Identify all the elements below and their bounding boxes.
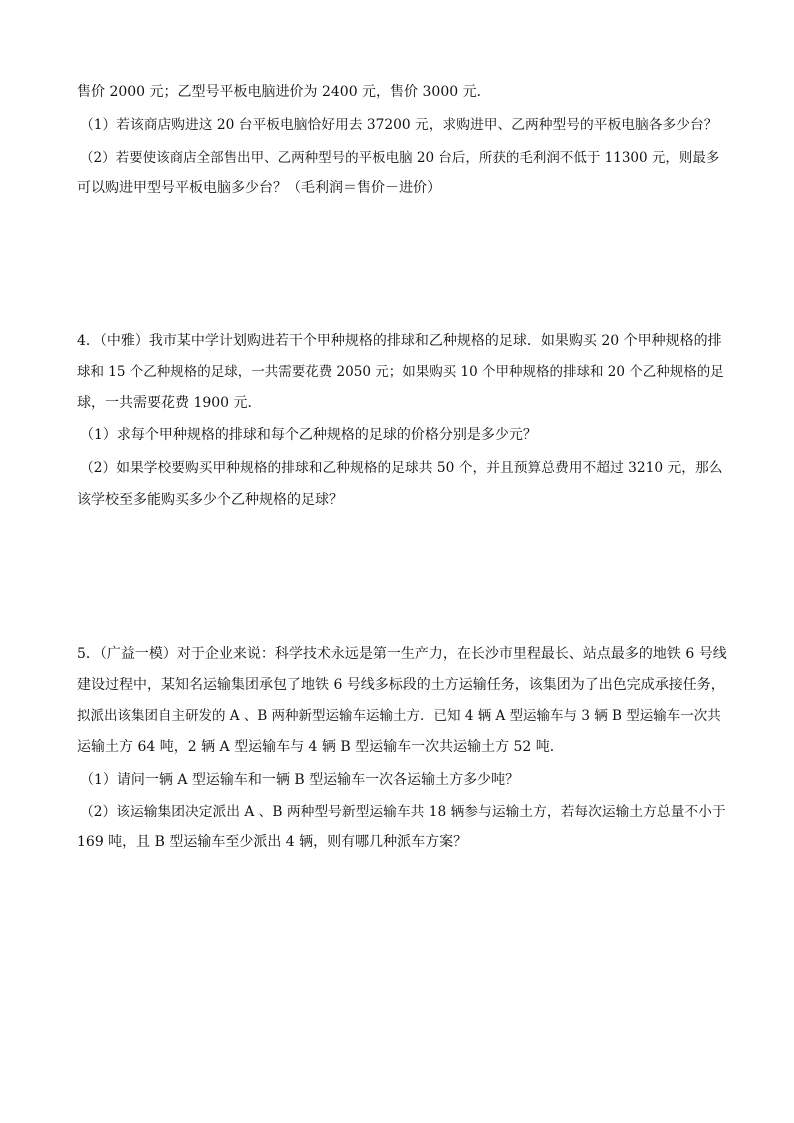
q5-subquestion-2-line-2: 169 吨，且 B 型运输车至少派出 4 辆，则有哪几种派车方案？ — [77, 834, 468, 850]
q5-stem-line-4: 运输土方 64 吨，2 辆 A 型运输车与 4 辆 B 型运输车一次共运输土方 52 吨． — [77, 739, 564, 755]
q3-subquestion-2-line-1: （2）若要使该商店全部售出甲、乙两种型号的平板电脑 20 台后，所获的毛利润不低于 11300 元，则最多 — [80, 150, 720, 166]
q5-stem-line-2: 建设过程中，某知名运输集团承包了地铁 6 号线多标段的土方运输任务，该集团为了出色完成承接任务， — [77, 677, 725, 693]
q4-stem-line-2: 球和 15 个乙种规格的足球，一共需要花费 2050 元；如果购买 10 个甲种规格的排球和 20 个乙种规格的足 — [77, 364, 724, 380]
q5-stem-line-3: 拟派出该集团自主研发的 A 、B 两种新型运输车运输土方．已知 4 辆 A 型运输车与 3 辆 B 型运输车一次共 — [77, 708, 721, 724]
q4-subquestion-1: （1）求每个甲种规格的排球和每个乙种规格的足球的价格分别是多少元？ — [80, 427, 537, 443]
q5-subquestion-1: （1）请问一辆 A 型运输车和一辆 B 型运输车一次各运输土方多少吨？ — [80, 772, 520, 788]
q5-subquestion-2-line-1: （2）该运输集团决定派出 A 、B 两种型号新型运输车共 18 辆参与运输土方，若每次运输土方总量不小于 — [80, 804, 726, 820]
q4-subquestion-2-line-2: 该学校至多能购买多少个乙种规格的足球？ — [77, 492, 343, 508]
q4-stem-line-1: 4．（中雅）我市某中学计划购进若干个甲种规格的排球和乙种规格的足球．如果购买 20 个甲种规格的排 — [77, 333, 722, 349]
q5-stem-line-1: 5．（广益一模）对于企业来说：科学技术永远是第一生产力，在长沙市里程最长、站点最多的地铁 6 号线 — [77, 646, 727, 662]
q3-price-line: 售价 2000 元；乙型号平板电脑进价为 2400 元，售价 3000 元． — [77, 84, 491, 100]
q4-stem-line-3: 球，一共需要花费 1900 元． — [77, 395, 262, 411]
q3-subquestion-1: （1）若该商店购进这 20 台平板电脑恰好用去 37200 元，求购进甲、乙两种型号的平板电脑各多少台？ — [80, 117, 718, 133]
q3-subquestion-2-line-2: 可以购进甲型号平板电脑多少台？（毛利润＝售价－进价） — [77, 180, 441, 196]
q4-subquestion-2-line-1: （2）如果学校要购买甲种规格的排球和乙种规格的足球共 50 个，并且预算总费用不超过 3210 元，那么 — [80, 460, 723, 476]
